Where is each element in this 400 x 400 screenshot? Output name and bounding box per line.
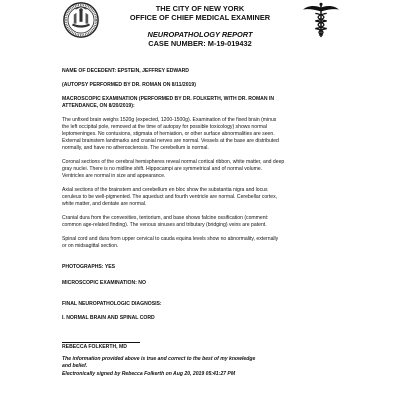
signature-line — [62, 342, 140, 343]
para3-line: Axial sections of the brainstem and cerebellum en bloc show the substantia nigra and locus — [62, 187, 268, 193]
microscopic-line: MICROSCOPIC EXAMINATION: NO — [62, 280, 146, 286]
para1-line: External brainstem landmarks and cranial nerves are normal. Vessels at the base are distributed — [62, 138, 279, 144]
para2-line: Coronal sections of the cerebral hemispheres reveal normal cortical ribbon, white matter, and deep — [62, 159, 285, 165]
para2-line: gray nuclei. There is no midline shift. Hippocampi are symmetrical and of normal volume. — [62, 166, 263, 172]
para3-line: white matter, and dentate are normal. — [62, 201, 147, 207]
para5-line: or on midsagittal section. — [62, 243, 119, 249]
para3-line: ceruleus to be well-pigmented. The aqueduct and fourth ventricle are normal. Cerebellar cortex, — [62, 194, 278, 200]
attestation-line: and belief. — [62, 363, 88, 369]
signer-name: REBECCA FOLKERTH, MD — [62, 344, 127, 350]
attestation-line: The information provided above is true and correct to the best of my knowledge — [62, 356, 256, 362]
autopsy-line: (AUTOPSY PERFORMED BY DR. ROMAN ON 8/11/2019) — [62, 82, 196, 88]
city-name: THE CITY OF NEW YORK — [155, 4, 245, 13]
para1-line: the left occipital pole, removed at the time of autopsy for possible toxicology) shows normal — [62, 124, 267, 130]
para1-line: leptomeninges. No contusions, stigmata of herniation, or other surface abnormalities are seen. — [62, 131, 275, 137]
para5-line: Spinal cord and dura from upper cervical to cauda equina levels show no abnormality, externally — [62, 236, 279, 242]
para1-line: normally, and have no atherosclerosis. The cerebellum is normal. — [62, 145, 209, 151]
case-number: CASE NUMBER: M-19-019432 — [148, 38, 252, 48]
final-diagnosis-heading: FINAL NEUROPATHOLOGIC DIAGNOSIS: — [62, 301, 162, 307]
electronic-signature: Electronically signed by Rebecca Folkerth on Aug 20, 2019 05:41:27 PM — [62, 371, 236, 377]
macro-heading-line: MACROSCOPIC EXAMINATION (PERFORMED BY DR. FOLKERTH, WITH DR. ROMAN IN — [62, 96, 275, 102]
office-name: OFFICE OF CHIEF MEDICAL EXAMINER — [129, 12, 271, 22]
macro-heading-line: ATTENDANCE, ON 8/20/2019): — [62, 103, 135, 109]
para1-line: The unfixed brain weighs 1520g (expected, 1200-1500g). Examination of the fixed brain (minus — [62, 117, 277, 123]
diagnosis-item: I. NORMAL BRAIN AND SPINAL CORD — [62, 315, 155, 321]
decedent-name: NAME OF DECEDENT: EPSTEIN, JEFFREY EDWARD — [62, 68, 189, 74]
para2-line: Ventricles are normal in size and appearance. — [62, 173, 166, 179]
para4-line: Cranial dura from the convexities, tentorium, and base shows falcine ossification (comment: — [62, 215, 269, 221]
para4-line: common age-related finding). The venous sinuses and tributary (bridging) veins are patent. — [62, 222, 267, 228]
photographs-line: PHOTOGRAPHS: YES — [62, 264, 116, 270]
report-title: NEUROPATHOLOGY REPORT — [147, 30, 253, 39]
